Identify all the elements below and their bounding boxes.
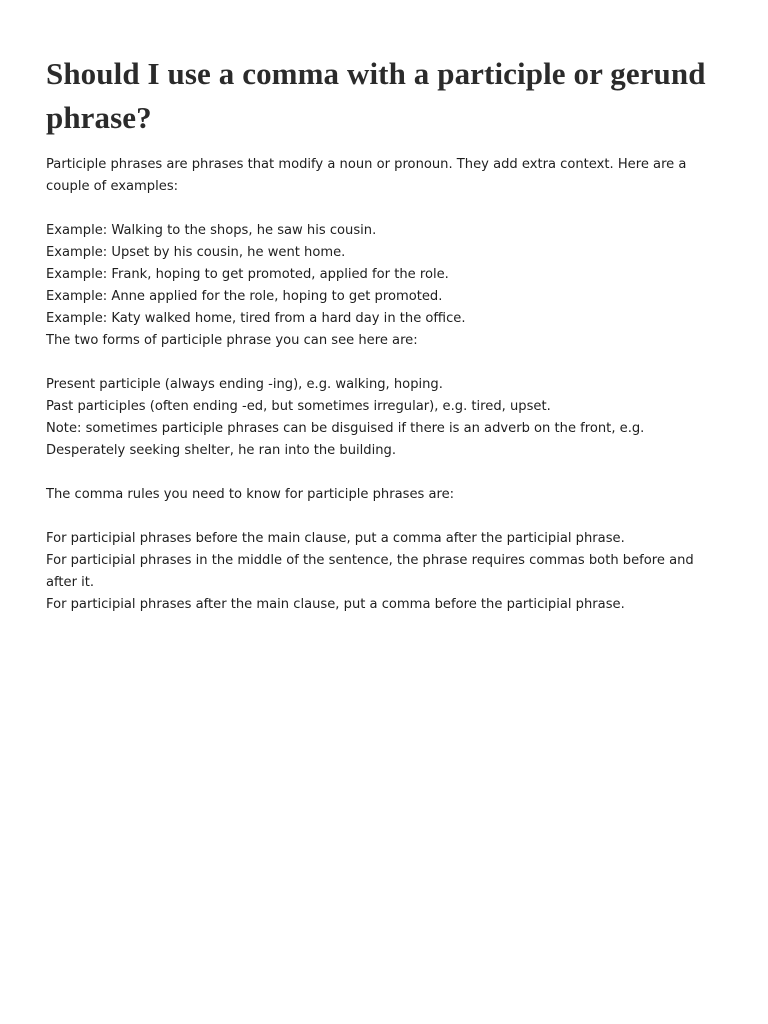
article-title: Should I use a comma with a participle or gerund phrase? (46, 56, 706, 135)
example-line: Example: Anne applied for the role, hoping to get promoted. (46, 289, 443, 304)
example-line: Example: Frank, hoping to get promoted, applied for the role. (46, 267, 449, 282)
note-paragraph: Note: sometimes participle phrases can be disguised if there is an adverb on the front, e.g. Desperately seeking shelter, he ran into the building. (46, 421, 645, 458)
spacer (46, 198, 726, 220)
article-body (46, 154, 726, 616)
rule-line: For participial phrases after the main clause, put a comma before the participial phrase. (46, 597, 625, 612)
example-line: Example: Katy walked home, tired from a hard day in the office. (46, 311, 466, 326)
intro-paragraph: Participle phrases are phrases that modify a noun or pronoun. They add extra context. Here are a couple of examples: (46, 157, 687, 194)
forms-intro: The two forms of participle phrase you can see here are: (46, 333, 418, 348)
form-line: Present participle (always ending -ing), e.g. walking, hoping. (46, 377, 443, 392)
article (46, 52, 726, 616)
example-line: Example: Walking to the shops, he saw his cousin. (46, 223, 377, 238)
rules-intro: The comma rules you need to know for participle phrases are: (46, 487, 455, 502)
spacer (46, 352, 726, 374)
rule-line: For participial phrases in the middle of the sentence, the phrase requires commas both before and after it. (46, 553, 694, 590)
rule-line: For participial phrases before the main clause, put a comma after the participial phrase. (46, 531, 625, 546)
spacer (46, 506, 726, 528)
form-line: Past participles (often ending -ed, but sometimes irregular), e.g. tired, upset. (46, 399, 551, 414)
example-line: Example: Upset by his cousin, he went home. (46, 245, 346, 260)
spacer (46, 462, 726, 484)
